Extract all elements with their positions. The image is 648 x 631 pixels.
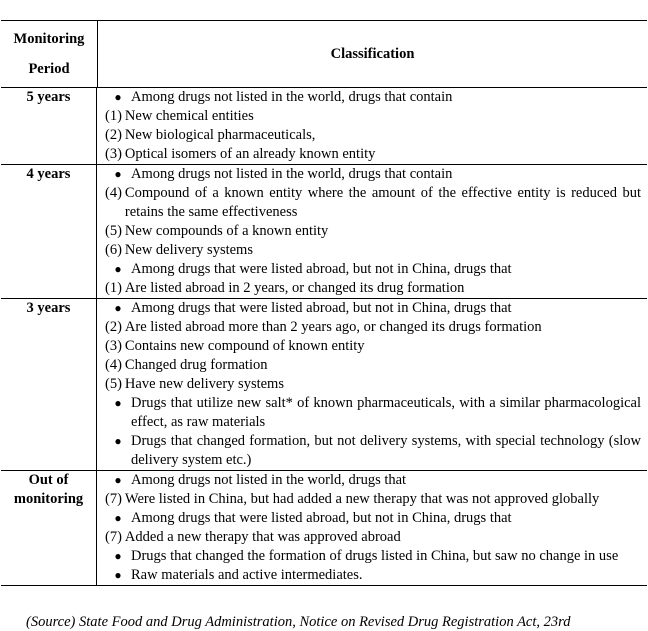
list-item-text: Among drugs that were listed abroad, but not in China, drugs that xyxy=(131,300,512,316)
table-header xyxy=(1,21,647,88)
list-item-text: Among drugs not listed in the world, drugs that contain xyxy=(131,166,453,182)
monitoring-table xyxy=(1,20,647,586)
list-item xyxy=(105,299,641,318)
bullet-icon: ● xyxy=(114,473,122,487)
list-number: (4) xyxy=(105,185,122,201)
list-item xyxy=(105,222,641,241)
list-number: (5) xyxy=(105,376,122,392)
list-item xyxy=(105,184,641,222)
list-item xyxy=(105,471,641,490)
list-item xyxy=(105,490,641,509)
header-monitoring-period xyxy=(1,21,98,87)
list-number: (7) xyxy=(105,529,122,545)
list-item xyxy=(105,318,641,337)
list-number: (1) xyxy=(105,280,122,296)
list-item-text: New biological pharmaceuticals, xyxy=(124,127,316,143)
period-cell xyxy=(1,471,97,585)
bullet-icon: ● xyxy=(114,301,122,315)
list-item-text: Among drugs that were listed abroad, but not in China, drugs that xyxy=(131,261,512,277)
list-item-text: Added a new therapy that was approved abroad xyxy=(124,529,401,545)
list-number: (6) xyxy=(105,242,122,258)
list-number: (7) xyxy=(105,491,122,507)
bullet-icon: ● xyxy=(114,396,122,410)
bullet-icon: ● xyxy=(114,511,122,525)
list-item-text: Have new delivery systems xyxy=(124,376,284,392)
bullet-icon: ● xyxy=(114,549,122,563)
list-item-text: Optical isomers of an already known entity xyxy=(124,146,376,162)
classification-cell xyxy=(97,471,647,585)
header-period-line2: Period xyxy=(28,61,70,77)
source-note: (Source) State Food and Drug Administration, Notice on Revised Drug Registration Act, 23rd xyxy=(26,614,571,630)
period-cell: 4 years xyxy=(1,165,97,298)
list-item-text: Were listed in China, but had added a new therapy that was not approved globally xyxy=(124,491,600,507)
list-number: (4) xyxy=(105,357,122,373)
list-item xyxy=(105,509,641,528)
list-item-text: Among drugs not listed in the world, drugs that xyxy=(131,472,407,488)
header-classification: Classification xyxy=(330,45,415,62)
period-cell: 5 years xyxy=(1,88,97,164)
list-item xyxy=(105,337,641,356)
list-number: (2) xyxy=(105,127,122,143)
list-item xyxy=(105,88,641,107)
list-item xyxy=(105,145,641,164)
header-period-line1: Monitoring xyxy=(13,31,85,47)
list-item-text: Among drugs not listed in the world, drugs that contain xyxy=(131,89,453,105)
list-item-text: Drugs that utilize new salt* of known pharmaceuticals, with a similar pharmacological effect, as raw materials xyxy=(131,395,641,430)
list-item xyxy=(105,107,641,126)
period-line1: Out of xyxy=(28,472,69,488)
list-item xyxy=(105,528,641,547)
classification-cell xyxy=(97,165,647,298)
list-number: (3) xyxy=(105,146,122,162)
list-item xyxy=(105,356,641,375)
bullet-icon: ● xyxy=(114,90,122,104)
list-item-text: Contains new compound of known entity xyxy=(124,338,365,354)
bullet-icon: ● xyxy=(114,167,122,181)
list-item xyxy=(105,126,641,145)
list-item-text: New compounds of a known entity xyxy=(124,223,329,239)
list-item xyxy=(105,241,641,260)
list-number: (5) xyxy=(105,223,122,239)
list-item-text: Are listed abroad in 2 years, or changed its drug formation xyxy=(124,280,465,296)
table-row-3-years xyxy=(1,299,647,471)
bullet-icon: ● xyxy=(114,262,122,276)
list-item-text: Compound of a known entity where the amount of the effective entity is reduced but retains the same effectiveness xyxy=(124,185,641,220)
list-item-text: New delivery systems xyxy=(124,242,253,258)
period-line2: monitoring xyxy=(13,491,84,507)
list-item xyxy=(105,279,641,298)
list-item-text: Are listed abroad more than 2 years ago, or changed its drugs formation xyxy=(124,319,542,335)
list-item xyxy=(105,547,641,566)
list-item xyxy=(105,375,641,394)
list-item-text: Drugs that changed the formation of drugs listed in China, but saw no change in use xyxy=(131,548,619,564)
bullet-icon: ● xyxy=(114,434,122,448)
table-row-5-years xyxy=(1,88,647,165)
list-item xyxy=(105,260,641,279)
list-item-text: Changed drug formation xyxy=(124,357,268,373)
period-cell: 3 years xyxy=(1,299,97,470)
list-item xyxy=(105,566,641,585)
classification-cell xyxy=(97,88,647,164)
list-number: (2) xyxy=(105,319,122,335)
list-number: (3) xyxy=(105,338,122,354)
table-row-out-of-monitoring xyxy=(1,471,647,585)
list-item-text: New chemical entities xyxy=(124,108,254,124)
list-item xyxy=(105,432,641,470)
classification-cell xyxy=(97,299,647,470)
list-item xyxy=(105,394,641,432)
list-item-text: Drugs that changed formation, but not delivery systems, with special technology (slow delivery system etc.) xyxy=(131,433,641,468)
list-item xyxy=(105,165,641,184)
list-number: (1) xyxy=(105,108,122,124)
list-item-text: Among drugs that were listed abroad, but not in China, drugs that xyxy=(131,510,512,526)
bullet-icon: ● xyxy=(114,568,122,582)
list-item-text: Raw materials and active intermediates. xyxy=(131,567,363,583)
table-row-4-years xyxy=(1,165,647,299)
